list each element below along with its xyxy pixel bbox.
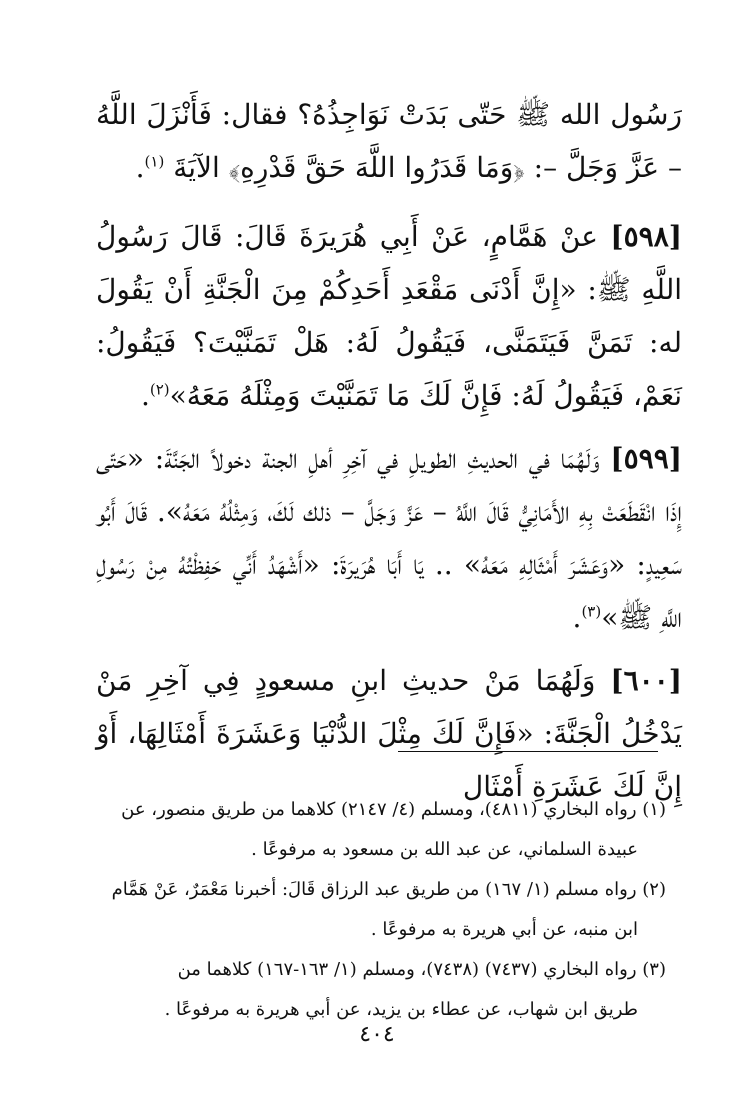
paragraph-text: وَلَهُمَا مَنْ حديثِ ابنِ مسعودٍ فِي آخِرِ مَنْ يَدْخُلُ الْجَنَّةَ: «فَإِنَّ لَكَ مِثْلَ الدُّنْيَا وَعَشَرَةَ أَمْثَالِهَا، أَوْ إِنَّ لَكَ عَشَرَةِ أَمْثَال: [96, 664, 682, 803]
footnote-line: (٣) رواه البخاري (٧٤٣٧) (٧٤٣٨)، ومسلم (١/ ١٦٣-١٦٧) كلاهما من: [177, 959, 666, 980]
footnote-1: [70, 790, 666, 870]
hadith-598: [٥٩٨] عنْ هَمَّامٍ، عَنْ أَبِي هُرَيرَةَ قَالَ: قَالَ رَسُولُ اللَّهِ ﷺ: «إِنَّ أَدْنَى مَقْعَدِ أَحَدِكُمْ مِنَ الْجَنَّةِ أَنْ يَقُولَ له: تَمَنَّ فَيَتَمَنَّى، فَيَقُولُ لَهُ: هَلْ تَمَنَّيْتَ؟ فَيَقُولُ: نَعَمْ، فَيَقُولُ لَهُ: فَإِنَّ لَكَ مَا تَمَنَّيْتَ وَمِثْلَهُ مَعَهُ»$^{(٢)}$.: [96, 220, 683, 412]
footnote-2: [70, 870, 666, 950]
footnote-line: ابن منبه، عن أبي هريرة به مرفوعًا .: [370, 919, 638, 940]
main-text: [96, 88, 682, 823]
footnote-line: طريق ابن شهاب، عن عطاء بن يزيد، عن أبي هريرة به مرفوعًا .: [164, 999, 638, 1020]
footnotes: [70, 790, 666, 1030]
page-number: ٤٠٤: [359, 1022, 395, 1047]
footnote-ref: (٢): [149, 380, 170, 399]
paragraph-continuation: رَسُول الله ﷺ حَتّى بَدَتْ نَوَاجِذُهُ؟ فقال: فَأَنْزَلَ اللَّهُ – عَزَّ وَجَلَّ –: ﴿وَمَا قَدَرُوا اللَّهَ حَقَّ قَدْرِهِ﴾ الآيَةَ $^{(١)}$.: [96, 98, 682, 184]
hadith-number: [٥٩٨]: [610, 220, 683, 253]
paragraph-text: وَلَهُمَا في الحديثِ الطويلِ في آخِرِ أهلِ الجنة دخولاً الجَنَّةَ: «حَتّى إِذَا انْقَطَعَتْ بِهِ الأَمَانِيُّ قَالَ اللَّهُ – عَزَّ وَجَلَّ – ذلك لَكَ، وَمِثْلُهُ مَعَهُ». قَالَ أَبُو سَعِيدٍ: «وَعَشَرَ أَمْثَالِهِ مَعَهُ» .. يَا أَبَا هُرَيرَةَ: «أَشْهَدُ أَنِّي حَفِظْتُهُ مِنْ رَسُولِ اللَّهِ ﷺ»: [96, 442, 682, 634]
footnote-ref: (١): [144, 152, 165, 171]
footnote-ref: (٣): [581, 602, 602, 621]
footnote-3: [70, 950, 666, 1030]
hadith-number: [٦٠٠]: [610, 664, 682, 697]
footnote-divider: [398, 751, 658, 752]
paragraph-text: رَسُول الله ﷺ حَتّى بَدَتْ نَوَاجِذُهُ؟ فقال: فَأَنْزَلَ اللَّهُ – عَزَّ وَجَلَّ –: ﴿وَمَا قَدَرُوا اللَّهَ حَقَّ قَدْرِهِ﴾ الآيَةَ: [96, 98, 682, 184]
footnote-line: عبيدة السلماني، عن عبد الله بن مسعود به مرفوعًا .: [251, 839, 638, 860]
footnote-line: (١) رواه البخاري (٤٨١١)، ومسلم (٤/ ٢١٤٧) كلاهما من طريق منصور، عن: [121, 799, 666, 820]
footnote-line: (٢) رواه مسلم (١/ ١٦٧) من طريق عبد الرزاق قَالَ: أخبرنا مَعْمَرٌ، عَنْ هَمَّام: [111, 879, 666, 900]
paragraph-text: عنْ هَمَّامٍ، عَنْ أَبِي هُرَيرَةَ قَالَ: قَالَ رَسُولُ اللَّهِ ﷺ: «إِنَّ أَدْنَى مَقْعَدِ أَحَدِكُمْ مِنَ الْجَنَّةِ أَنْ يَقُولَ له: تَمَنَّ فَيَتَمَنَّى، فَيَقُولُ لَهُ: هَلْ تَمَنَّيْتَ؟ فَيَقُولُ: نَعَمْ، فَيَقُولُ لَهُ: فَإِنَّ لَكَ مَا تَمَنَّيْتَ وَمِثْلَهُ مَعَهُ»: [96, 220, 682, 412]
hadith-599: [٥٩٩] وَلَهُمَا في الحديثِ الطويلِ في آخِرِ أهلِ الجنة دخولاً الجَنَّةَ: «حَتّى إِذَا انْقَطَعَتْ بِهِ الأَمَانِيُّ قَالَ اللَّهُ – عَزَّ وَجَلَّ – ذلك لَكَ، وَمِثْلُهُ مَعَهُ». قَالَ أَبُو سَعِيدٍ: «وَعَشَرَ أَمْثَالِهِ مَعَهُ» .. يَا أَبَا هُرَيرَةَ: «أَشْهَدُ أَنِّي حَفِظْتُهُ مِنْ رَسُولِ اللَّهِ ﷺ»$^{(٣)}$.: [96, 442, 682, 634]
hadith-number: [٥٩٩]: [610, 442, 682, 475]
